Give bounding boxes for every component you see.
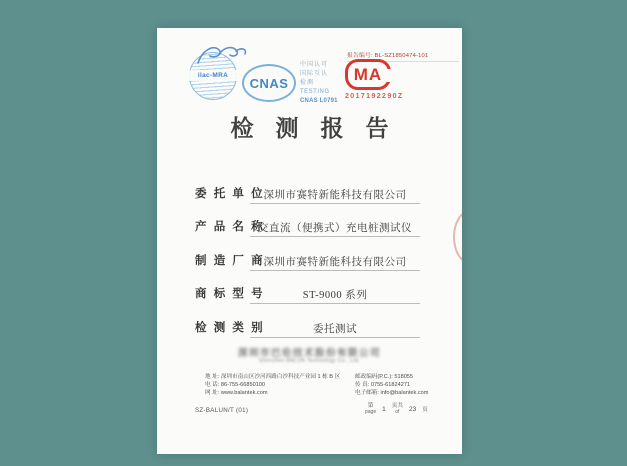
field-underline [250,285,420,304]
cert-line: 中国认可 [300,62,329,68]
page-indicator [365,403,428,415]
cma-stamp-icon [345,59,391,90]
of-word-en: of [395,409,400,415]
field-underline [250,319,420,338]
field-label: 检 测 类 别 [195,322,265,334]
field-underline [250,218,420,237]
cnas-logo-icon [242,64,296,102]
contact-column-right [355,373,428,397]
cma-certificate-number: 2017192290Z [345,93,404,100]
page-word-zh: 第 [367,403,374,409]
field-value: ST-9000 系列 [302,290,368,301]
current-page-number: 1 [382,405,386,413]
page-word-en: page [365,409,377,415]
cnas-logo-label: CNAS [249,75,289,91]
total-page-number: 23 [408,405,417,413]
cert-line: 检测 [300,80,315,86]
cert-line-testing: TESTING [300,89,330,95]
cma-letters: MA [353,64,383,84]
field-value: 深圳市赛特新能科技有限公司 [263,190,407,201]
page-word-stack [365,403,376,415]
ilac-mra-label: ilac-MRA [188,70,238,81]
field-value: 委托测试 [313,324,357,335]
page-title: 检 测 报 告 [230,116,396,142]
field-row-product-name [157,218,462,237]
ilac-mra-stamp-icon [189,52,237,100]
field-value: 交直流（便携式）充电桩测试仪 [258,223,412,234]
lab-company-name-en-blurred: Shenzhen BALUN Technology Co., Ltd. [258,358,361,364]
cma-mark [345,59,404,100]
field-row-model [157,285,462,304]
page-suffix-zh: 页 [422,407,428,413]
field-underline [250,252,420,271]
phone-line: 电 话: 86-755-66850100 [205,382,266,388]
cnas-accreditation-code: CNAS L0791 [300,98,338,104]
field-label: 商 标 型 号 [195,288,265,300]
field-row-manufacturer [157,252,462,271]
report-number: 报告编号: BL-SZ1850474-101 [347,50,459,62]
field-value: 深圳市赛特新能科技有限公司 [263,257,407,268]
field-underline [250,185,420,204]
field-row-test-category [157,319,462,338]
zip-line: 邮政编码(P.C.): 518055 [355,374,414,380]
field-label: 委 托 单 位 [195,188,265,200]
document-code: SZ-BALUN/T (01) [195,407,249,414]
field-label: 产 品 名 称 [195,221,265,233]
of-word-zh: 页共 [391,403,403,409]
field-row-client [157,185,462,204]
report-page [157,28,462,454]
website-line: 网 址: www.balantek.com [205,390,268,396]
signature-squiggle-icon [192,43,250,77]
address-line: 地 址: 深圳市南山区沙河西路白沙科技产业园 1 栋 B 区 [205,374,341,380]
accreditation-text-block [300,61,338,106]
of-word-stack [392,403,403,415]
lab-company-name-blurred: 深圳市巴伦技术股份有限公司 [237,348,381,359]
field-label: 制 造 厂 商 [195,255,265,267]
fax-line: 传 真: 0755-61824271 [355,382,411,388]
contact-column-left [205,373,340,397]
email-line: 电子邮箱: info@balantek.com [355,390,429,396]
cert-line: 国际互认 [300,71,329,77]
